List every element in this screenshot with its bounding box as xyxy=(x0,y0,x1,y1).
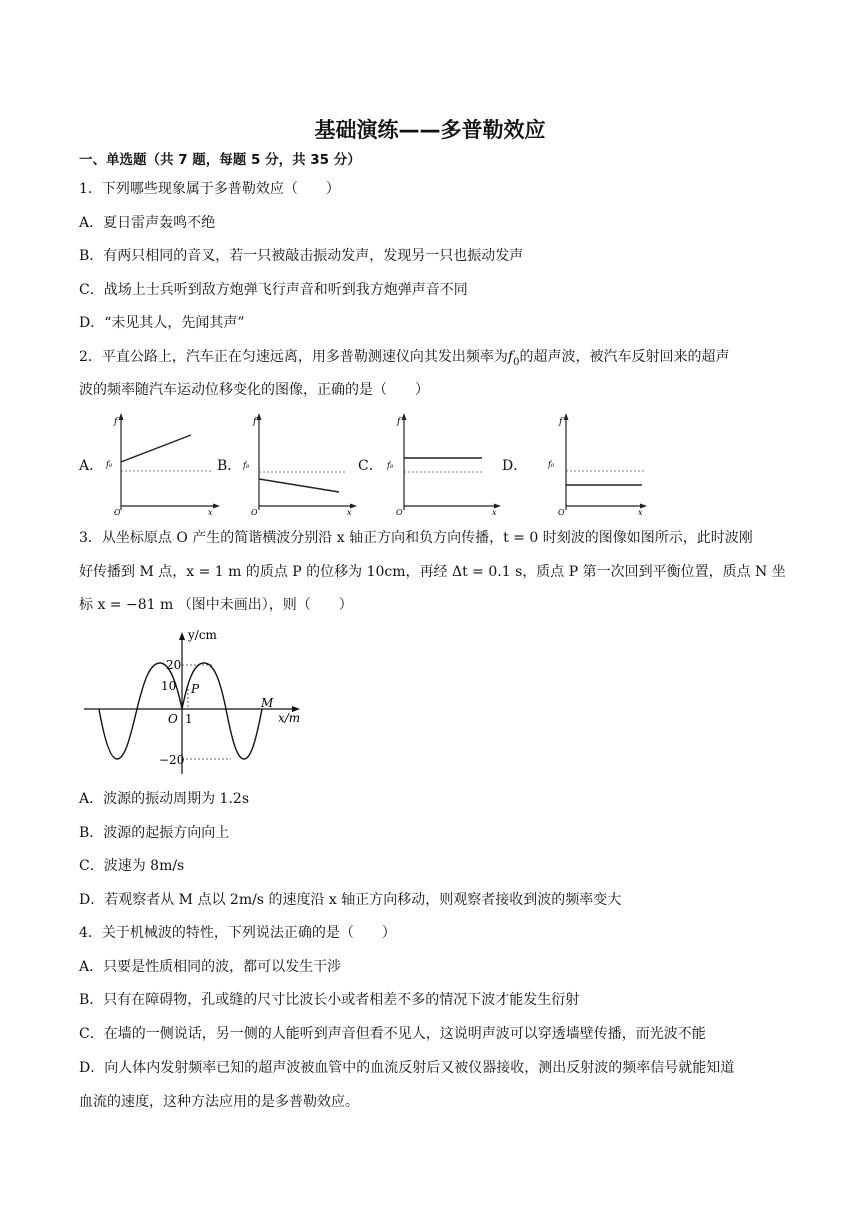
q3-graph-point-m: M xyxy=(261,696,274,710)
q3-stem-line1: 3．从坐标原点 O 产生的简谐横波分别沿 x 轴正方向和负方向传播，t = 0 时刻波的图像如图所示，此时波刚 xyxy=(79,530,753,546)
q2-option-b-label: B． xyxy=(217,458,242,474)
q2-option-a-label: A． xyxy=(79,458,104,474)
q3-option-d[interactable]: D．若观察者从 M 点以 2m/s 的速度沿 x 轴正方向移动，则观察者接收到波的频率变大 xyxy=(79,892,622,908)
q3-stem-line2: 好传播到 M 点，x = 1 m 的质点 P 的位移为 10cm，再经 Δt = 0.1 s，质点 P 第一次回到平衡位置，质点 N 坐 xyxy=(79,564,786,580)
q3-graph-x-label: x/m xyxy=(278,711,301,725)
q2-graph-b xyxy=(241,410,361,516)
q2-graph-b-f0: f₀ xyxy=(243,461,250,470)
q2-graph-c xyxy=(382,410,502,516)
q2-f0-symbol: f xyxy=(507,349,514,365)
q4-option-d-line1[interactable]: D．向人体内发射频率已知的超声波被血管中的血流反射后又被仪器接收，测出反射波的频率信号就能知道 xyxy=(79,1060,735,1076)
q4-option-c[interactable]: C．在墙的一侧说话，另一侧的人能听到声音但看不见人，这说明声波可以穿透墙壁传播，而光波不能 xyxy=(79,1026,706,1042)
q2-graph-d xyxy=(526,410,650,516)
q3-graph-origin: O xyxy=(168,712,178,726)
q3-graph-tick-20: 20 xyxy=(166,658,182,672)
q4-stem: 4．关于机械波的特性，下列说法正确的是（ ） xyxy=(79,925,396,941)
q2-graph-b-x-axis: x xyxy=(347,508,352,516)
q2-graph-b-origin: O xyxy=(251,508,258,516)
q3-wave-graph xyxy=(84,628,314,778)
q3-option-b[interactable]: B．波源的起振方向向上 xyxy=(79,825,230,841)
q2-graph-c-x-axis: x xyxy=(492,508,497,516)
q2-stem-line2: 波的频率随汽车运动位移变化的图像，正确的是（ ） xyxy=(79,382,429,398)
q3-option-a[interactable]: A．波源的振动周期为 1.2s xyxy=(79,791,250,807)
q2-graph-c-f0: f₀ xyxy=(387,461,394,470)
q3-graph-y-label: y/cm xyxy=(188,628,217,642)
q2-graph-d-f-axis: f xyxy=(559,417,563,427)
q3-option-c[interactable]: C．波速为 8m/s xyxy=(79,858,185,874)
q2-graph-c-f-axis: f xyxy=(397,417,401,427)
q3-graph-point-p: P xyxy=(191,682,200,696)
q2-graph-d-origin: O xyxy=(558,508,565,516)
q1-stem: 1．下列哪些现象属于多普勒效应（ ） xyxy=(79,181,340,197)
q2-graph-options xyxy=(79,410,699,516)
q3-graph-tick-10: 10 xyxy=(161,679,177,693)
q3-graph-tick-1: 1 xyxy=(185,712,193,726)
section-heading: 一、单选题（共 7 题，每题 5 分，共 35 分） xyxy=(79,152,361,168)
q2-graph-a xyxy=(105,410,225,516)
q1-option-d[interactable]: D．“未见其人，先闻其声” xyxy=(79,315,245,331)
q4-option-a[interactable]: A．只要是性质相同的波，都可以发生干涉 xyxy=(79,959,342,975)
q2-graph-a-f-axis: f xyxy=(114,417,118,427)
q2-graph-a-f0: f₀ xyxy=(106,460,113,469)
q2-graph-d-x-axis: x xyxy=(638,508,643,516)
q1-option-a[interactable]: A．夏日雷声轰鸣不绝 xyxy=(79,215,216,231)
q2-graph-a-origin: O xyxy=(114,508,121,516)
page-title: 基础演练——多普勒效应 xyxy=(314,118,546,142)
q2-graph-a-x-axis: x xyxy=(208,508,213,516)
q2-stem-text-a: 2．平直公路上，汽车正在匀速远离，用多普勒测速仪向其发出频率为 xyxy=(79,349,508,365)
q1-option-c[interactable]: C．战场上士兵听到敌方炮弹飞行声音和听到我方炮弹声音不同 xyxy=(79,282,468,298)
q2-stem-text-b: 的超声波，被汽车反射回来的超声 xyxy=(519,349,730,365)
q4-option-b[interactable]: B．只有在障碍物，孔或缝的尺寸比波长小或者相差不多的情况下波才能发生衍射 xyxy=(79,992,580,1008)
q2-graph-b-f-axis: f xyxy=(253,417,257,427)
q4-option-d-line2[interactable]: 血流的速度，这种方法应用的是多普勒效应。 xyxy=(79,1094,359,1110)
q1-option-b[interactable]: B．有两只相同的音叉，若一只被敲击振动发声，发现另一只也振动发声 xyxy=(79,248,524,264)
q2-option-c-label: C． xyxy=(358,458,383,474)
q2-f0-subscript: 0 xyxy=(513,356,520,368)
q2-stem-line1 xyxy=(79,347,729,373)
q3-stem-line3: 标 x = −81 m （图中未画出），则（ ） xyxy=(79,597,353,613)
q2-graph-d-f0: f₀ xyxy=(548,460,555,469)
q2-option-d-label: D． xyxy=(502,458,528,474)
q3-graph-tick-neg20: −20 xyxy=(159,753,185,767)
q2-graph-c-origin: O xyxy=(396,508,403,516)
